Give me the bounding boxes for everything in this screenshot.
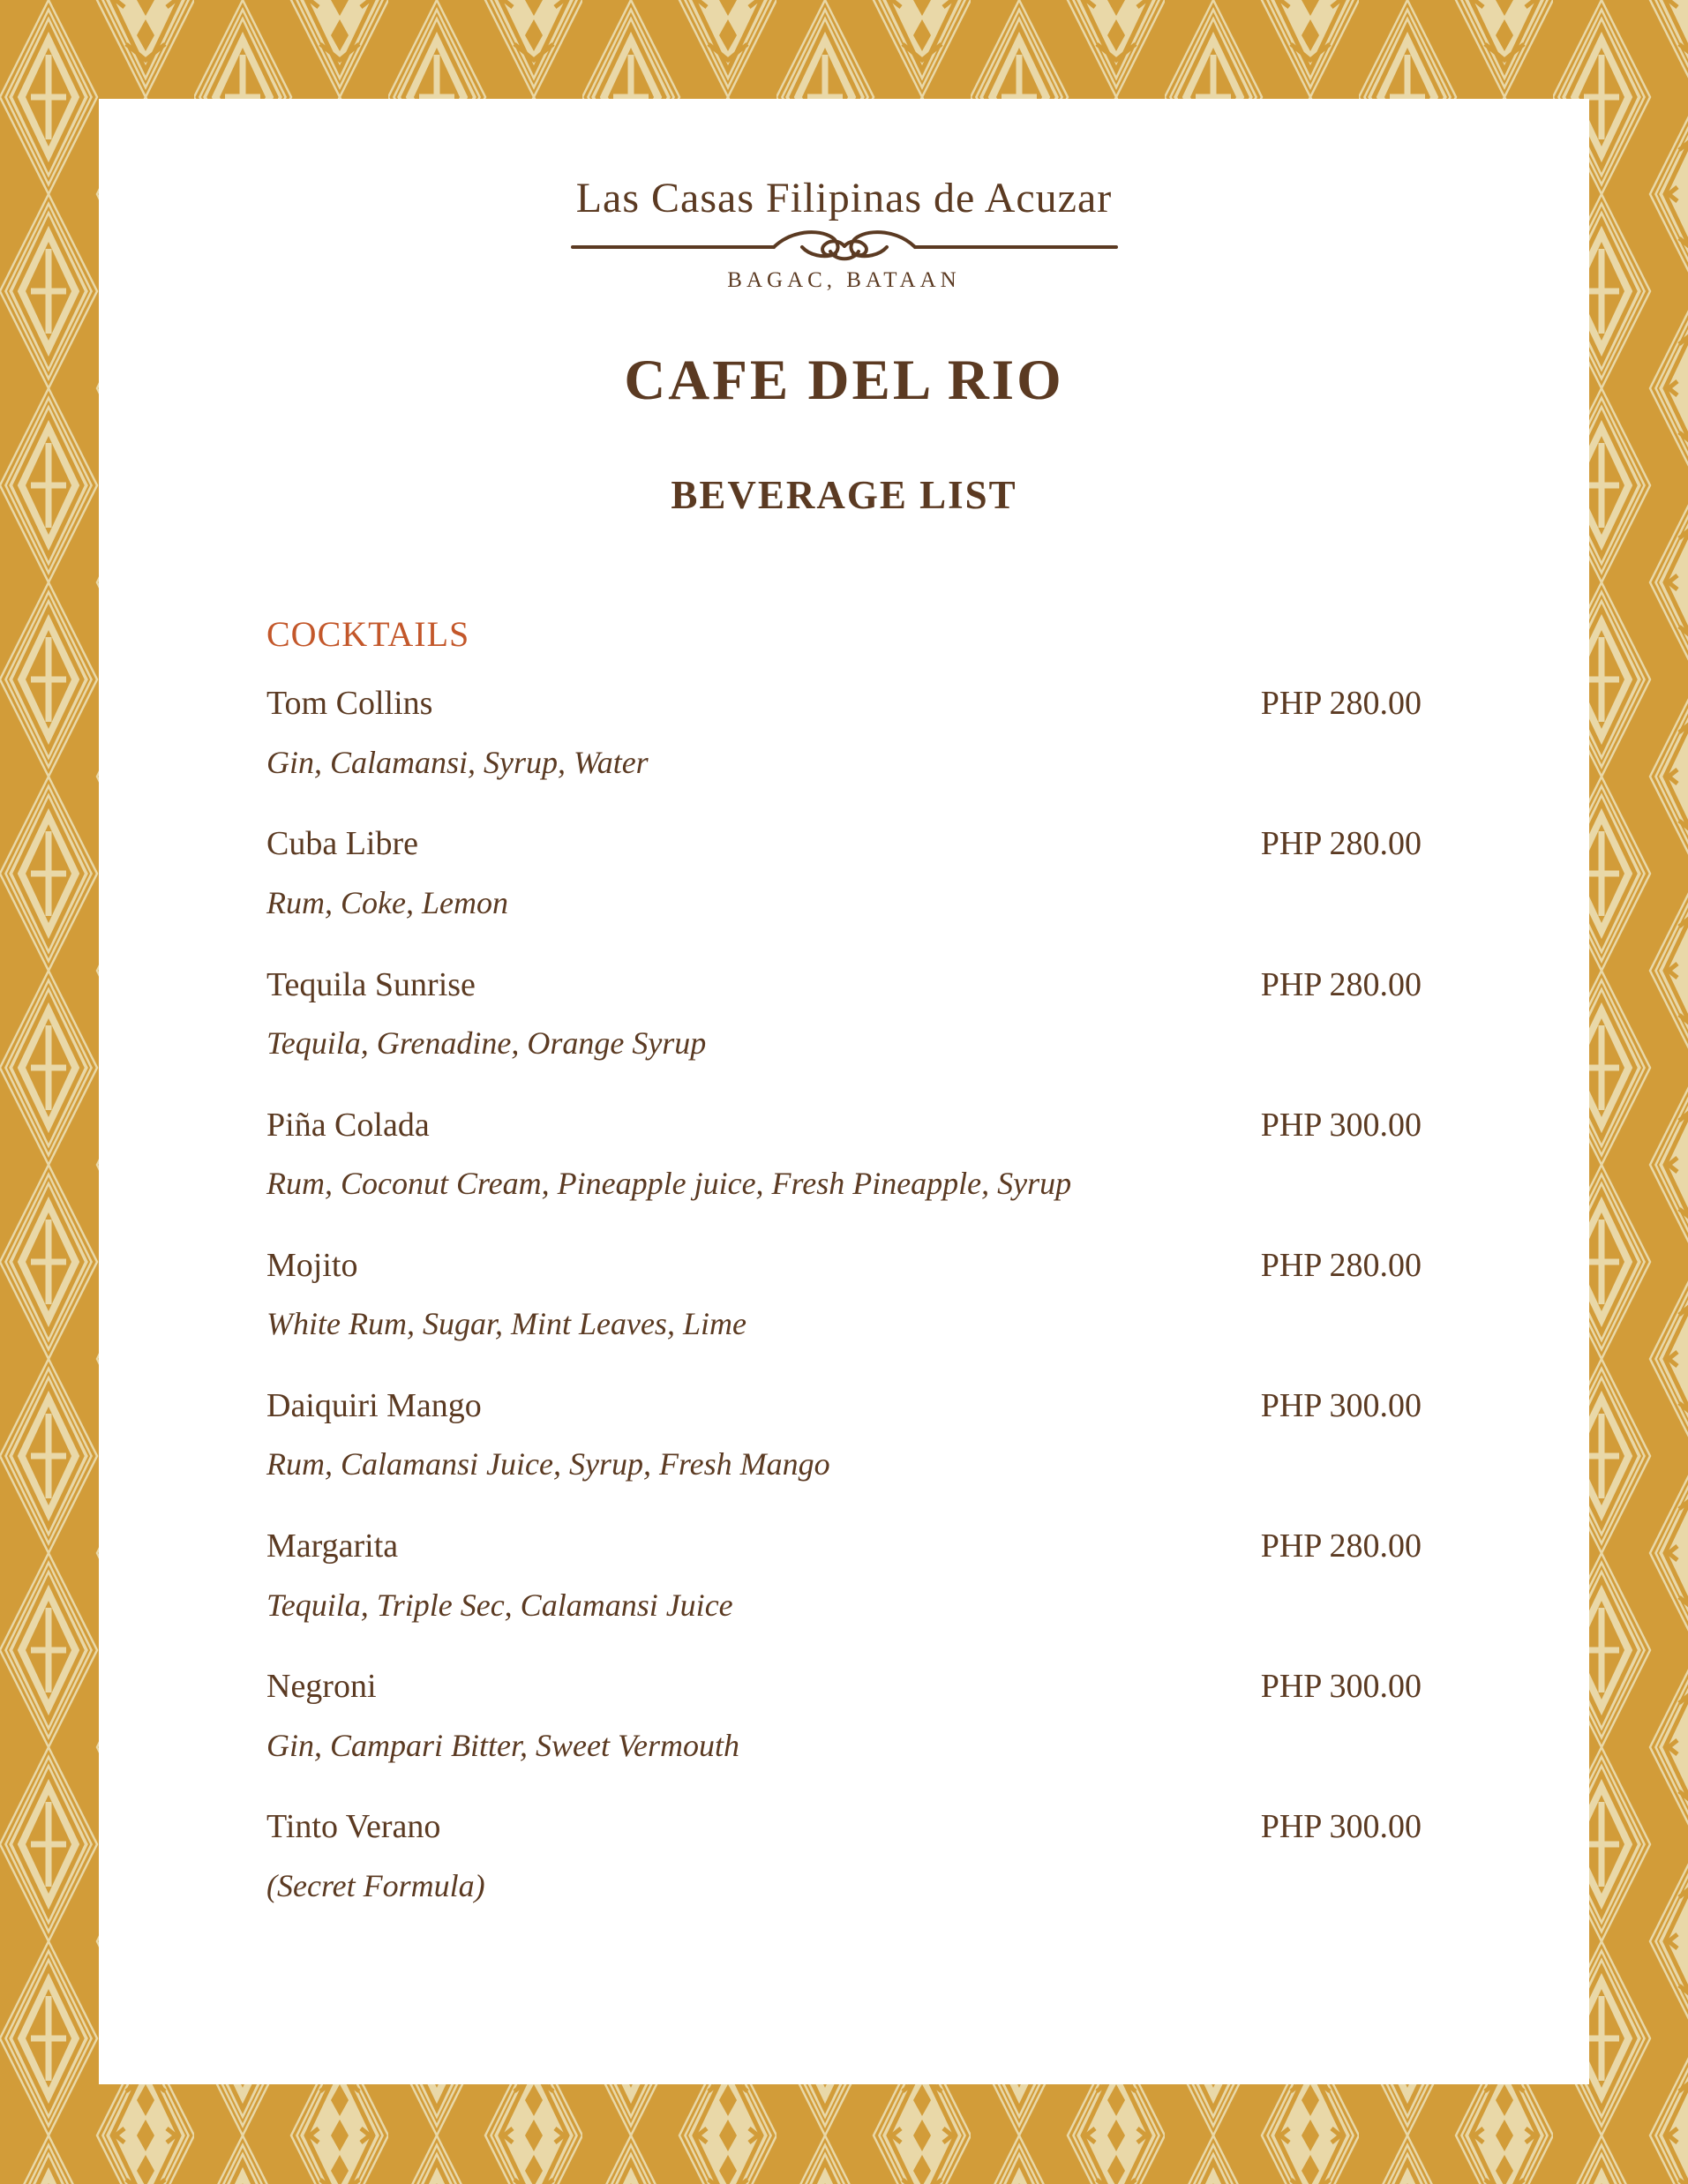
item-name: Negroni (266, 1667, 377, 1705)
item-price: PHP 300.00 (1260, 1667, 1422, 1705)
item-name: Cuba Libre (266, 825, 419, 863)
item-name: Tequila Sunrise (266, 965, 476, 1003)
item-price: PHP 280.00 (1260, 825, 1422, 863)
section-heading-cocktails: COCKTAILS (266, 614, 470, 655)
page-subtitle: BEVERAGE LIST (671, 473, 1017, 518)
item-price: PHP 300.00 (1260, 1808, 1422, 1846)
menu-item-row (266, 1527, 1422, 1566)
menu-item (266, 1387, 1422, 1483)
menu-item (266, 1527, 1422, 1624)
item-description: Rum, Coconut Cream, Pineapple juice, Fresh Pineapple, Syrup (266, 1166, 1072, 1202)
item-name: Piña Colada (266, 1106, 430, 1144)
menu-content-area (99, 99, 1589, 2084)
item-description: Rum, Coke, Lemon (266, 885, 508, 921)
item-description: (Secret Formula) (266, 1867, 485, 1903)
menu-item (266, 966, 1422, 1062)
menu-item-row (266, 966, 1422, 1005)
menu-items-list (266, 685, 1422, 1904)
item-name: Tom Collins (266, 685, 433, 723)
brand-header (266, 176, 1422, 293)
item-description: Gin, Campari Bitter, Sweet Vermouth (266, 1727, 739, 1763)
menu-item (266, 1808, 1422, 1904)
item-name: Margarita (266, 1527, 399, 1565)
item-name: Tinto Verano (266, 1808, 441, 1846)
item-price: PHP 280.00 (1260, 965, 1422, 1003)
item-price: PHP 300.00 (1260, 1386, 1422, 1424)
menu-item-row (266, 1107, 1422, 1145)
flourish-divider-icon (571, 226, 1118, 266)
item-name: Daiquiri Mango (266, 1386, 482, 1424)
menu-section (266, 613, 1422, 1904)
item-description: Tequila, Triple Sec, Calamansi Juice (266, 1587, 733, 1623)
item-price: PHP 280.00 (1260, 1527, 1422, 1565)
item-description: Tequila, Grenadine, Orange Syrup (266, 1025, 707, 1062)
item-price: PHP 300.00 (1260, 1106, 1422, 1144)
menu-item-row (266, 1247, 1422, 1286)
menu-item-row (266, 1387, 1422, 1426)
item-name: Mojito (266, 1246, 358, 1284)
menu-item (266, 1107, 1422, 1203)
item-description: White Rum, Sugar, Mint Leaves, Lime (266, 1306, 746, 1342)
item-price: PHP 280.00 (1260, 1246, 1422, 1284)
menu-item (266, 825, 1422, 921)
flourish-divider (266, 226, 1422, 266)
menu-item (266, 1668, 1422, 1764)
brand-location: BAGAC, BATAAN (727, 268, 961, 293)
menu-item-row (266, 685, 1422, 724)
menu-item (266, 685, 1422, 781)
menu-item-row (266, 825, 1422, 864)
item-description: Gin, Calamansi, Syrup, Water (266, 745, 649, 781)
item-price: PHP 280.00 (1260, 685, 1422, 723)
menu-item (266, 1247, 1422, 1343)
menu-item-row (266, 1668, 1422, 1707)
item-description: Rum, Calamansi Juice, Syrup, Fresh Mango (266, 1446, 830, 1482)
brand-logo-text: Las Casas Filipinas de Acuzar (575, 175, 1113, 221)
menu-item-row (266, 1808, 1422, 1847)
page-title: CAFE DEL RIO (624, 349, 1064, 413)
